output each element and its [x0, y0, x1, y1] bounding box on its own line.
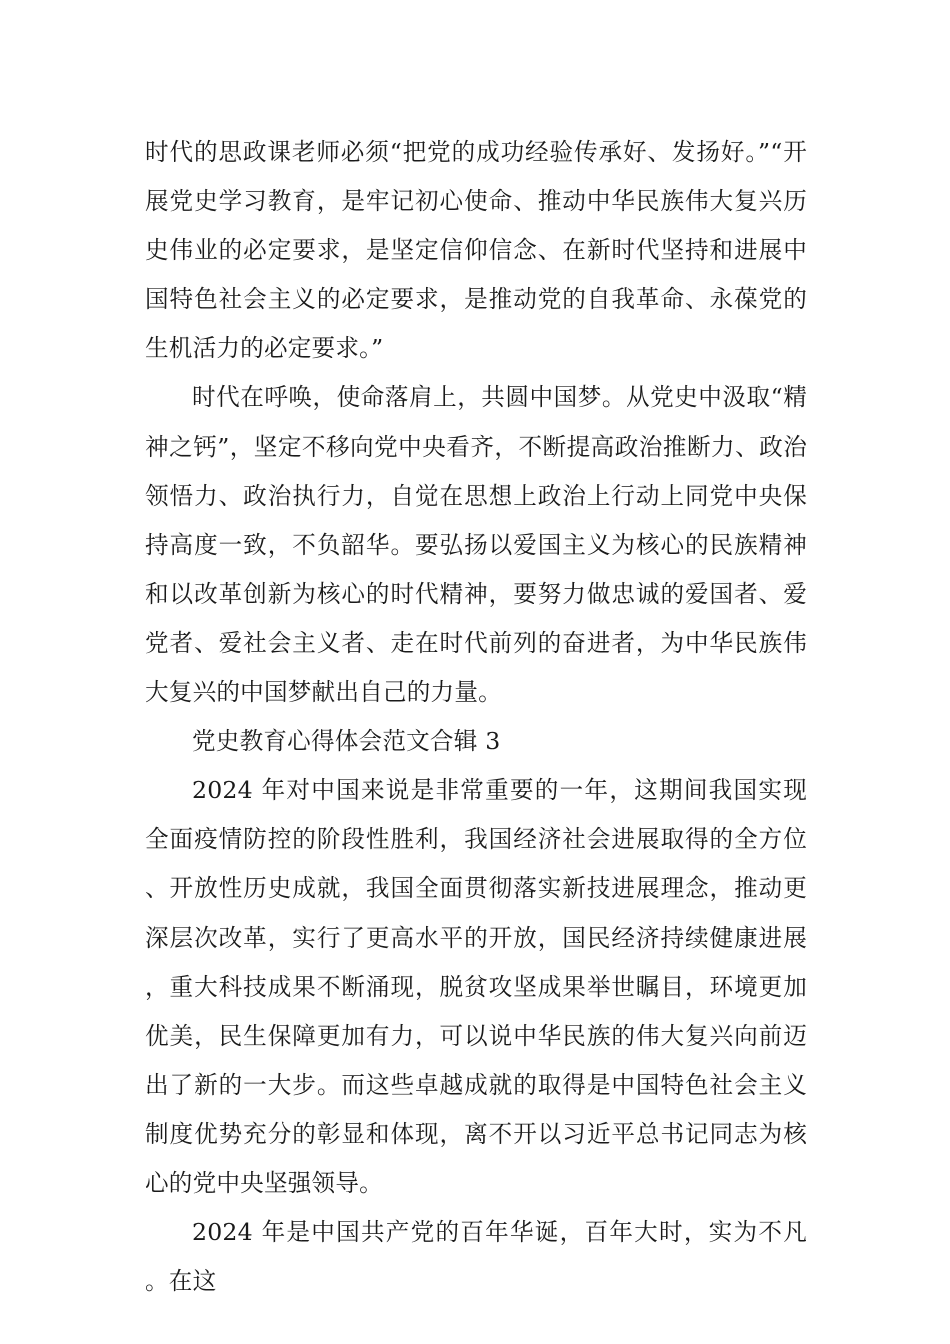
paragraph-era-mission: 时代在呼唤，使命落肩上，共圆中国梦。从党史中汲取“精神之钙”，坚定不移向党中央看齐，不断提高政治推断力、政治领悟力、政治执行力，自觉在思想上政治上行动上同党中央保持高度一致，不负韶华。要弘扬以爱国主义为核心的民族精神和以改革创新为核心的时代精神，要努力做忠诚的爱国者、爱党者、爱社会主义者、走在时代前列的奋进者，为中华民族伟大复兴的中国梦献出自己的力量。: [145, 383, 807, 707]
section-heading: 党史教育心得体会范文合辑 3: [192, 727, 501, 756]
paragraph-continuation: 时代的思政课老师必须“把党的成功经验传承好、发扬好。”“开展党史学习教育，是牢记初心使命、推动中华民族伟大复兴历史伟业的必定要求，是坚定信仰信念、在新时代坚持和进展中国特色社会主义的必定要求，是推动党的自我革命、永葆党的生机活力的必定要求。”: [145, 138, 807, 363]
paragraph-2024-achievements: 2024 年对中国来说是非常重要的一年，这期间我国实现全面疫情防控的阶段性胜利，我国经济社会进展取得的全方位、开放性历史成就，我国全面贯彻落实新技进展理念，推动更深层次改革，实行了更高水平的开放，国民经济持续健康进展，重大科技成果不断涌现，脱贫攻坚成果举世瞩目，环境更加优美，民生保障更加有力，可以说中华民族的伟大复兴向前迈出了新的一大步。而这些卓越成就的取得是中国特色社会主义制度优势充分的彰显和体现，离不开以习近平总书记同志为核心的党中央坚强领导。: [145, 776, 807, 1197]
document-body: [145, 128, 807, 1306]
paragraph-centenary: 2024 年是中国共产党的百年华诞，百年大时，实为不凡。在这: [145, 1218, 807, 1296]
